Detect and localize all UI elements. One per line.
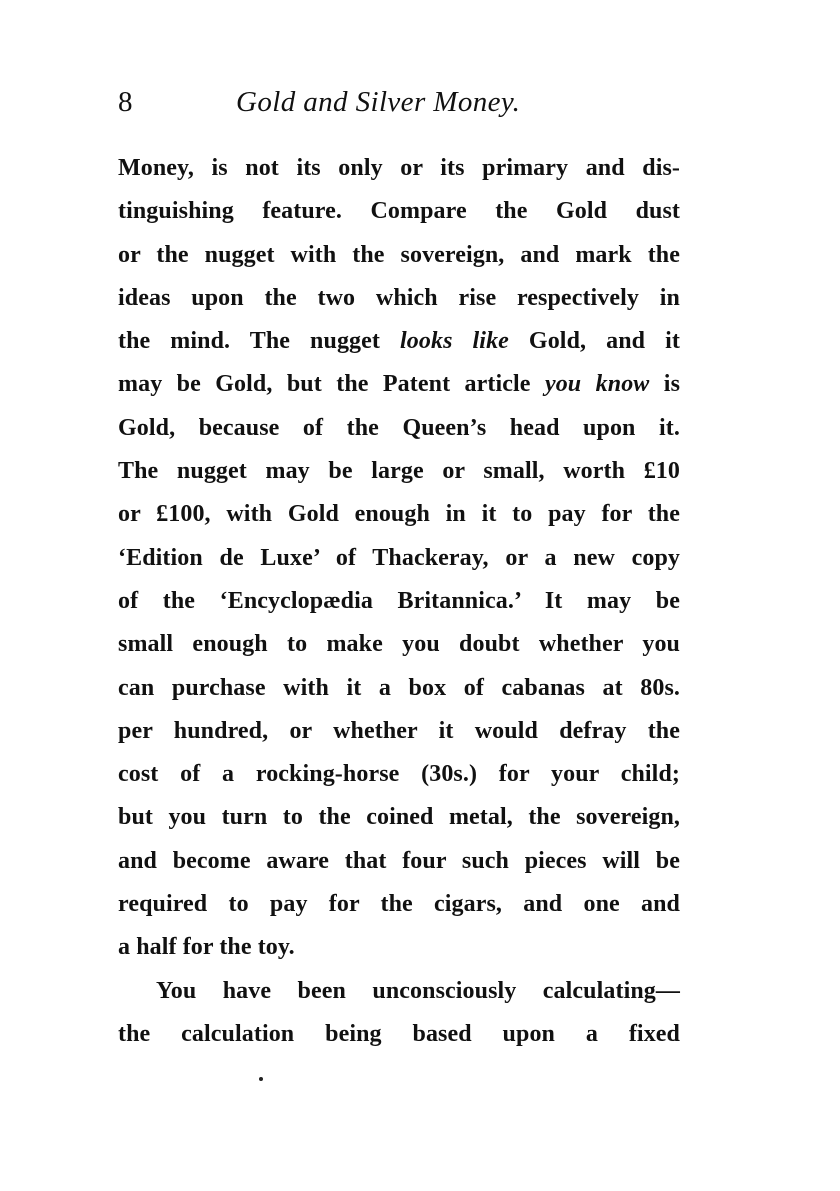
body-text xyxy=(118,147,680,1056)
text-line: ‘Edition de Luxe’ of Thackeray, or a new copy xyxy=(118,544,680,571)
running-head xyxy=(118,80,698,124)
text-line: can purchase with it a box of cabanas at 80s. xyxy=(118,674,680,701)
running-title: Gold and Silver Money. xyxy=(236,86,521,118)
text-line: of the ‘Encyclopædia Britannica.’ It may be xyxy=(118,587,680,614)
text-line: cost of a rocking-horse (30s.) for your child; xyxy=(118,761,680,788)
text-line: Gold, because of the Queen’s head upon it. xyxy=(118,414,680,441)
text-line: ideas upon the two which rise respectively in xyxy=(118,284,680,311)
text-line: and become aware that four such pieces will be xyxy=(118,847,680,874)
text-line: tinguishing feature. Compare the Gold dust xyxy=(118,198,680,225)
text-line: or £100, with Gold enough in it to pay for the xyxy=(118,501,680,528)
text-line-with-italics: the mind. The nugget looks like Gold, and it xyxy=(118,328,680,355)
italic-phrase: looks like xyxy=(400,328,509,355)
text-line: a half for the toy. xyxy=(118,934,295,961)
text-line: Money, is not its only or its primary and dis- xyxy=(118,155,680,181)
text-line: or the nugget with the sovereign, and mark the xyxy=(118,241,680,268)
text-line: but you turn to the coined metal, the sovereign, xyxy=(118,804,680,831)
text-line: per hundred, or whether it would defray the xyxy=(118,717,680,744)
text-line: the calculation being based upon a fixed xyxy=(118,1020,680,1047)
page-number: 8 xyxy=(118,86,133,118)
text-line: You have been unconsciously calculating— xyxy=(156,977,680,1004)
text-line: required to pay for the cigars, and one and xyxy=(118,891,680,918)
italic-phrase: you know xyxy=(544,371,650,398)
text-line: small enough to make you doubt whether you xyxy=(118,631,680,658)
print-speck xyxy=(259,1077,263,1081)
text-line: The nugget may be large or small, worth £10 xyxy=(118,458,680,485)
text-line-with-italics: may be Gold, but the Patent article you know is xyxy=(118,371,681,398)
